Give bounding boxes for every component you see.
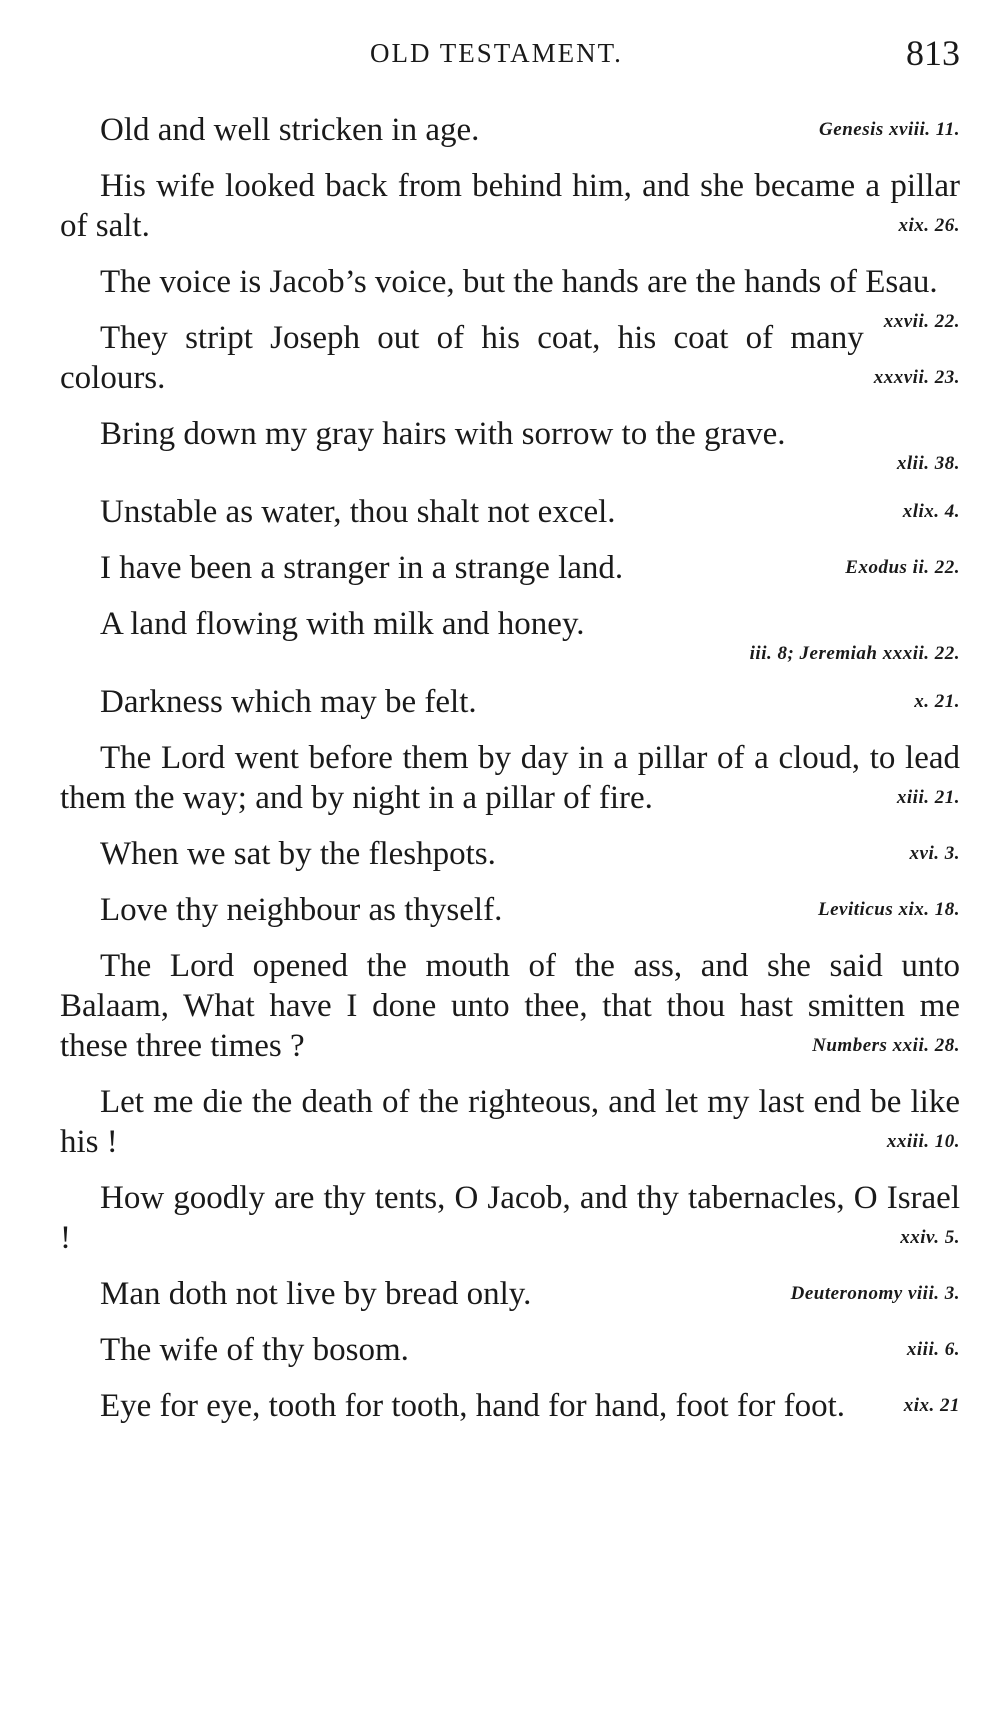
quotation [60, 682, 960, 722]
quotation-text: The Lord went before them by day in a pillar of a cloud, to lead them the way; and by night in a pillar of fire. [60, 740, 960, 816]
page-number: 813 [906, 33, 960, 73]
citation: xix. 21 [903, 1395, 960, 1416]
quotation-text: Eye for eye, tooth for tooth, hand for hand, foot for foot. [100, 1388, 846, 1424]
citation: iii. 8; Jeremiah xxxii. 22. [749, 643, 960, 664]
quotation-text: When we sat by the fleshpots. [100, 836, 496, 872]
running-title: OLD TESTAMENT. [370, 38, 623, 68]
citation: xlii. 38. [896, 453, 960, 474]
citation: Numbers xxii. 28. [812, 1035, 960, 1056]
citation: xxxvii. 23. [873, 367, 960, 388]
quotation-text: Darkness which may be felt. [100, 684, 477, 720]
citation: x. 21. [914, 691, 960, 712]
quotation [60, 604, 960, 666]
quotation [60, 110, 960, 150]
quotation [60, 738, 960, 818]
quotation-text: Unstable as water, thou shalt not excel. [100, 494, 616, 530]
quotation [60, 890, 960, 930]
citation: xxiv. 5. [900, 1227, 960, 1248]
quotation-text: How goodly are thy tents, O Jacob, and thy tabernacles, O Israel ! [60, 1180, 960, 1256]
citation: xxiii. 10. [886, 1131, 960, 1152]
citation: Exodus ii. 22. [845, 557, 960, 578]
citation: Deuteronomy viii. 3. [790, 1283, 960, 1304]
quotation [60, 1178, 960, 1258]
citation: xiii. 6. [906, 1339, 960, 1360]
citation: Leviticus xix. 18. [818, 899, 960, 920]
quotation-text: His wife looked back from behind him, and she became a pillar of salt. [60, 168, 960, 244]
quotation-text: The Lord opened the mouth of the ass, and she said unto Balaam, What have I done unto thee, that thou hast smitten me these three times ? [60, 948, 960, 1064]
quotation [60, 1386, 960, 1426]
quotation [60, 492, 960, 532]
quotation-text: A land flowing with milk and honey. [100, 606, 585, 642]
quotation [60, 166, 960, 246]
quotation-text: The voice is Jacob’s voice, but the hands are the hands of Esau. [100, 264, 938, 300]
quotation [60, 1330, 960, 1370]
quotation [60, 1082, 960, 1162]
quotation-text: They stript Joseph out of his coat, his coat of many colours. [60, 320, 864, 396]
quotation-text: Love thy neighbour as thyself. [100, 892, 503, 928]
citation: xiii. 21. [896, 787, 960, 808]
quotation [60, 262, 960, 332]
quotation [60, 946, 960, 1066]
quotation-text: Old and well stricken in age. [100, 112, 480, 148]
quotation-text: I have been a stranger in a strange land. [100, 550, 624, 586]
quotation [60, 548, 960, 588]
citation: xix. 26. [898, 215, 960, 236]
quotation [60, 834, 960, 874]
citation: Genesis xviii. 11. [819, 119, 960, 140]
quotation-text: Bring down my gray hairs with sorrow to the grave. [100, 416, 786, 452]
quotation-list [60, 110, 960, 1442]
quotation-text: Man doth not live by bread only. [100, 1276, 532, 1312]
citation: xvi. 3. [909, 843, 960, 864]
quotation-text: Let me die the death of the righteous, and let my last end be like his ! [60, 1084, 960, 1160]
page-header [0, 32, 1000, 82]
quotation [60, 318, 960, 398]
quotation [60, 1274, 960, 1314]
quotation-text: The wife of thy bosom. [100, 1332, 409, 1368]
citation: xxvii. 22. [883, 311, 960, 332]
quotation [60, 414, 960, 476]
citation: xlix. 4. [902, 501, 960, 522]
